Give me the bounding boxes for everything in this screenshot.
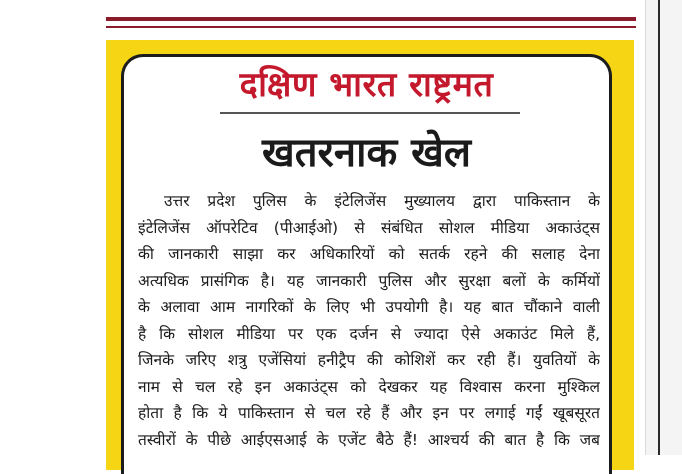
article-line: जिनके जरिए शत्रु एजेंसियां हनीट्रैप की कोशिशें कर रही हैं। युवतियों के xyxy=(138,351,600,369)
article-line: नाम से चल रहे इन अकाउंट्स को देखकर यह विश्वास करना मुश्किल xyxy=(138,377,600,396)
section-top-rules xyxy=(106,17,636,31)
editorial-frame xyxy=(106,40,634,470)
article-line: उत्तर प्रदेश पुलिस के इंटेलिजेंस मुख्यालय द्वारा पाकिस्तान के xyxy=(164,192,600,210)
top-rule-thin xyxy=(106,26,636,28)
article-body xyxy=(138,188,600,453)
adjacent-page-edge xyxy=(645,0,682,455)
column-rule xyxy=(658,0,660,455)
article-line: है कि सोशल मीडिया पर एक दर्जन से ज्यादा ऐसे अकाउंट मिले हैं, xyxy=(138,324,600,343)
article-line: तस्वीरों के पीछे आईएसआई के एजेंट बैठे हैं! आश्चर्य की बात है कि जब xyxy=(138,430,600,449)
editorial-headline: खतरनाक खेल xyxy=(262,130,471,176)
top-rule-thick xyxy=(106,17,636,21)
article-line: की जानकारी साझा कर अधिकारियों को सतर्क रहने की सलाह देना xyxy=(138,245,600,263)
article-line: अत्यधिक प्रासंगिक है। यह जानकारी पुलिस और सुरक्षा बलों के कर्मियों xyxy=(138,271,600,290)
masthead-title: दक्षिण भारत राष्ट्रमत xyxy=(239,65,494,105)
masthead-underline xyxy=(220,112,520,114)
article-line: इंटेलिजेंस ऑपरेटिव (पीआईओ) से संबंधित सोशल मीडिया अकाउंट्स xyxy=(138,218,600,237)
article-line: के अलावा आम नागरिकों के लिए भी उपयोगी है। यह बात चौंकाने वाली xyxy=(138,298,600,316)
article-line: होता है कि ये पाकिस्तान से चल रहे हैं और इन पर लगाई गईं खूबसूरत xyxy=(138,404,600,422)
editorial-box xyxy=(121,54,612,474)
